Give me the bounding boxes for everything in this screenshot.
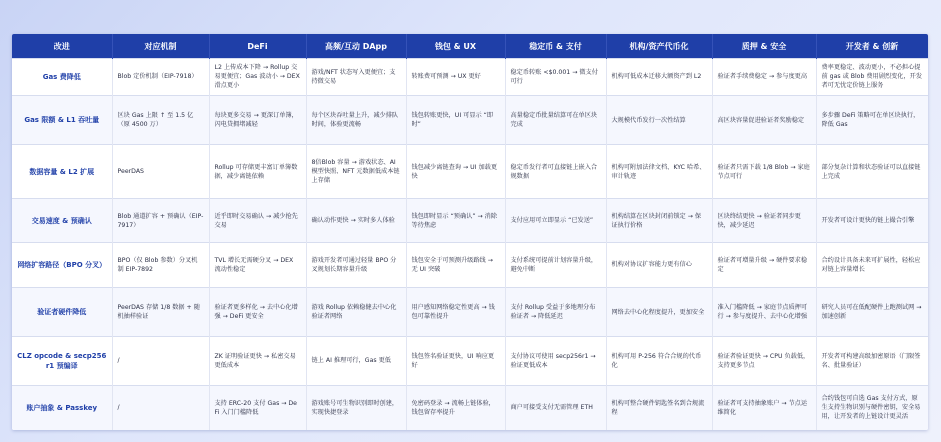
dapp-cell: 游戏开发者可通过轻量 BPO 分叉规划长期容量升级 <box>306 243 406 288</box>
upgrade-impact-table <box>12 34 928 430</box>
mechanism-cell: BPO（仅 Blob 参数）分叉机制 EIP-7892 <box>112 243 209 288</box>
header-institution: 机构/资产代币化 <box>606 34 712 59</box>
header-wallet-ux: 钱包 & UX <box>406 34 505 59</box>
mechanism-cell: / <box>112 385 209 430</box>
table-row <box>12 287 928 336</box>
stablecoin-cell: 商户可接受支付无需管理 ETH <box>505 385 606 430</box>
staking-cell: 验证者验证更快 → CPU 负载低，支持更多节点 <box>712 337 816 385</box>
institution-cell: 机构可附加法律文档、KYC 哈希、审计轨迹 <box>606 145 712 199</box>
row-title: 账户抽象 & Passkey <box>12 385 112 430</box>
stablecoin-cell: 稳定币转账 <$0.001 → 微支付可行 <box>505 59 606 96</box>
institution-cell: 大规模代币发行一次性结算 <box>606 95 712 144</box>
mechanism-cell: / <box>112 337 209 385</box>
dapp-cell: 游戏 Rollup 依赖稳健去中心化验证者网络 <box>306 287 406 336</box>
row-title: CLZ opcode & secp256r1 预编译 <box>12 337 112 385</box>
table-row <box>12 95 928 144</box>
defi-cell: 近乎即时交易确认 → 减少抢先交易 <box>209 199 306 243</box>
mechanism-cell: PeerDAS <box>112 145 209 199</box>
wallet-cell: 钱包签名验证更快，UI 响应更好 <box>406 337 505 385</box>
row-title: 交易速度 & 预确认 <box>12 199 112 243</box>
staking-cell: 验证者可增量升级 → 硬件要求稳定 <box>712 243 816 288</box>
row-title: 验证者硬件降低 <box>12 287 112 336</box>
header-defi: DeFi <box>209 34 306 59</box>
row-title: Gas 费降低 <box>12 59 112 96</box>
developer-cell: 多步骤 DeFi 策略可在单区块执行，降低 Gas <box>816 95 928 144</box>
developer-cell: 开发者可构建高级加密原语（门限签名、批量验证） <box>816 337 928 385</box>
developer-cell: 部分复杂计算和状态验证可以直接链上完成 <box>816 145 928 199</box>
header-staking: 质押 & 安全 <box>712 34 816 59</box>
table-row <box>12 243 928 288</box>
defi-cell: Rollup 可存储更丰富订单簿数据，减少离链依赖 <box>209 145 306 199</box>
table-row <box>12 337 928 385</box>
defi-cell: ZK 证明验证更快 → 私密交易更低成本 <box>209 337 306 385</box>
stablecoin-cell: 支付协议可使用 secp256r1 → 验证更低成本 <box>505 337 606 385</box>
table-row <box>12 199 928 243</box>
header-improvement: 改进 <box>12 34 112 59</box>
defi-cell: TVL 增长无需硬分叉 → DEX 流动性稳定 <box>209 243 306 288</box>
developer-cell: 研究人员可在低配硬件上跑测试网 → 加速创新 <box>816 287 928 336</box>
wallet-cell: 免密码登录 → 流畅上链体验，钱包留存率提升 <box>406 385 505 430</box>
stablecoin-cell: 支付应用可立即显示 “已发送” <box>505 199 606 243</box>
wallet-cell: 用户感知网络稳定性更高 → 钱包可靠性提升 <box>406 287 505 336</box>
dapp-cell: 游戏账号可生物识别即时创建，实现快捷登录 <box>306 385 406 430</box>
table-row <box>12 59 928 96</box>
staking-cell: 高区块容量促进验证者奖励稳定 <box>712 95 816 144</box>
staking-cell: 区块终结更快 → 验证者同步更快，减少延迟 <box>712 199 816 243</box>
developer-cell: 开发者可设计更快的链上撮合引擎 <box>816 199 928 243</box>
wallet-cell: 钱包即时显示 “预确认” → 消除等待焦虑 <box>406 199 505 243</box>
header-stablecoin: 稳定币 & 支付 <box>505 34 606 59</box>
stablecoin-cell: 支付 Rollup 受益于多地理分布验证者 → 降低延迟 <box>505 287 606 336</box>
dapp-cell: 确认动作更快 → 实时多人体验 <box>306 199 406 243</box>
header-dapp: 高频/互动 DApp <box>306 34 406 59</box>
staking-cell: 验证者手续费稳定 → 参与度更高 <box>712 59 816 96</box>
mechanism-cell: Blob 定价机制（EIP-7918） <box>112 59 209 96</box>
header-developer: 开发者 & 创新 <box>816 34 928 59</box>
dapp-cell: 链上 AI 推理可行，Gas 更低 <box>306 337 406 385</box>
developer-cell: 合约设计具备未来可扩展性，轻松应对链上容量增长 <box>816 243 928 288</box>
staking-cell: 验证者可支持抽象账户 → 节点运维简化 <box>712 385 816 430</box>
defi-cell: 验证者更多样化 → 去中心化增强 → DeFi 更安全 <box>209 287 306 336</box>
institution-cell: 机构对协议扩容能力更有信心 <box>606 243 712 288</box>
stablecoin-cell: 支付系统可提前计划容量升级，避免中断 <box>505 243 606 288</box>
mechanism-cell: Blob 通道扩容 + 预确认（EIP-7917） <box>112 199 209 243</box>
wallet-cell: 钱包减少离链查询 → UI 加载更快 <box>406 145 505 199</box>
defi-cell: L2 上传成本下降 → Rollup 交易更便宜；Gas 波动小 → DEX 滑点更小 <box>209 59 306 96</box>
dapp-cell: 每个区块吞吐量上升，减少排队时间，体验更流畅 <box>306 95 406 144</box>
row-title: 数据容量 & L2 扩展 <box>12 145 112 199</box>
header-mechanism: 对应机制 <box>112 34 209 59</box>
developer-cell: 合约钱包可自选 Gas 支付方式，原生支持生物识别与硬件密钥，安全易用，让开发者的上链设计更灵活 <box>816 385 928 430</box>
wallet-cell: 转账费可预测 → UX 更好 <box>406 59 505 96</box>
table-row <box>12 385 928 430</box>
staking-cell: 验证者只需下载 1/8 Blob → 家庭节点可行 <box>712 145 816 199</box>
dapp-cell: 游戏/NFT 状态写入更便宜；支持微交易 <box>306 59 406 96</box>
table-row <box>12 145 928 199</box>
mechanism-cell: PeerDAS 存储 1/8 数据 + 随机抽样验证 <box>112 287 209 336</box>
row-title: 网络扩容路径（BPO 分叉） <box>12 243 112 288</box>
institution-cell: 机构可用 P-256 符合合规的代币化 <box>606 337 712 385</box>
wallet-cell: 钱包安全于可预测升级路线 → 无 UI 突破 <box>406 243 505 288</box>
row-title: Gas 限额 & L1 吞吐量 <box>12 95 112 144</box>
developer-cell: 费率更稳定、波动更小，不必担心提前 gas 或 Blob 费用剧烈变化，开发者可无忧定价链上服务 <box>816 59 928 96</box>
institution-cell: 机构可整合硬件钥匙签名到合规流程 <box>606 385 712 430</box>
institution-cell: 机构结算在区块封闭前锁定 → 保证执行价格 <box>606 199 712 243</box>
defi-cell: 支持 ERC-20 支付 Gas → DeFi 入门门槛降低 <box>209 385 306 430</box>
wallet-cell: 钱包转账更快，UI 可显示 “即时” <box>406 95 505 144</box>
stablecoin-cell: 稳定币发行者可直接链上嵌入合规数据 <box>505 145 606 199</box>
dapp-cell: 8倍Blob 容量 → 游戏状态、AI 模型快照、NFT 元数据低成本链上存储 <box>306 145 406 199</box>
comparison-table-card <box>12 34 928 430</box>
institution-cell: 机构可低成本迁移大额资产到 L2 <box>606 59 712 96</box>
stablecoin-cell: 高量稳定币批量结算可在单区块完成 <box>505 95 606 144</box>
header-row <box>12 34 928 59</box>
defi-cell: 每块更多交易 → 更深订单簿，闪电贷拥堵减轻 <box>209 95 306 144</box>
institution-cell: 网络去中心化程度提升，更加安全 <box>606 287 712 336</box>
mechanism-cell: 区块 Gas 上限 ↑ 至 1.5 亿（原 4500 万） <box>112 95 209 144</box>
staking-cell: 准入门槛降低 → 家庭节点质押可行 → 参与度提升、去中心化增强 <box>712 287 816 336</box>
